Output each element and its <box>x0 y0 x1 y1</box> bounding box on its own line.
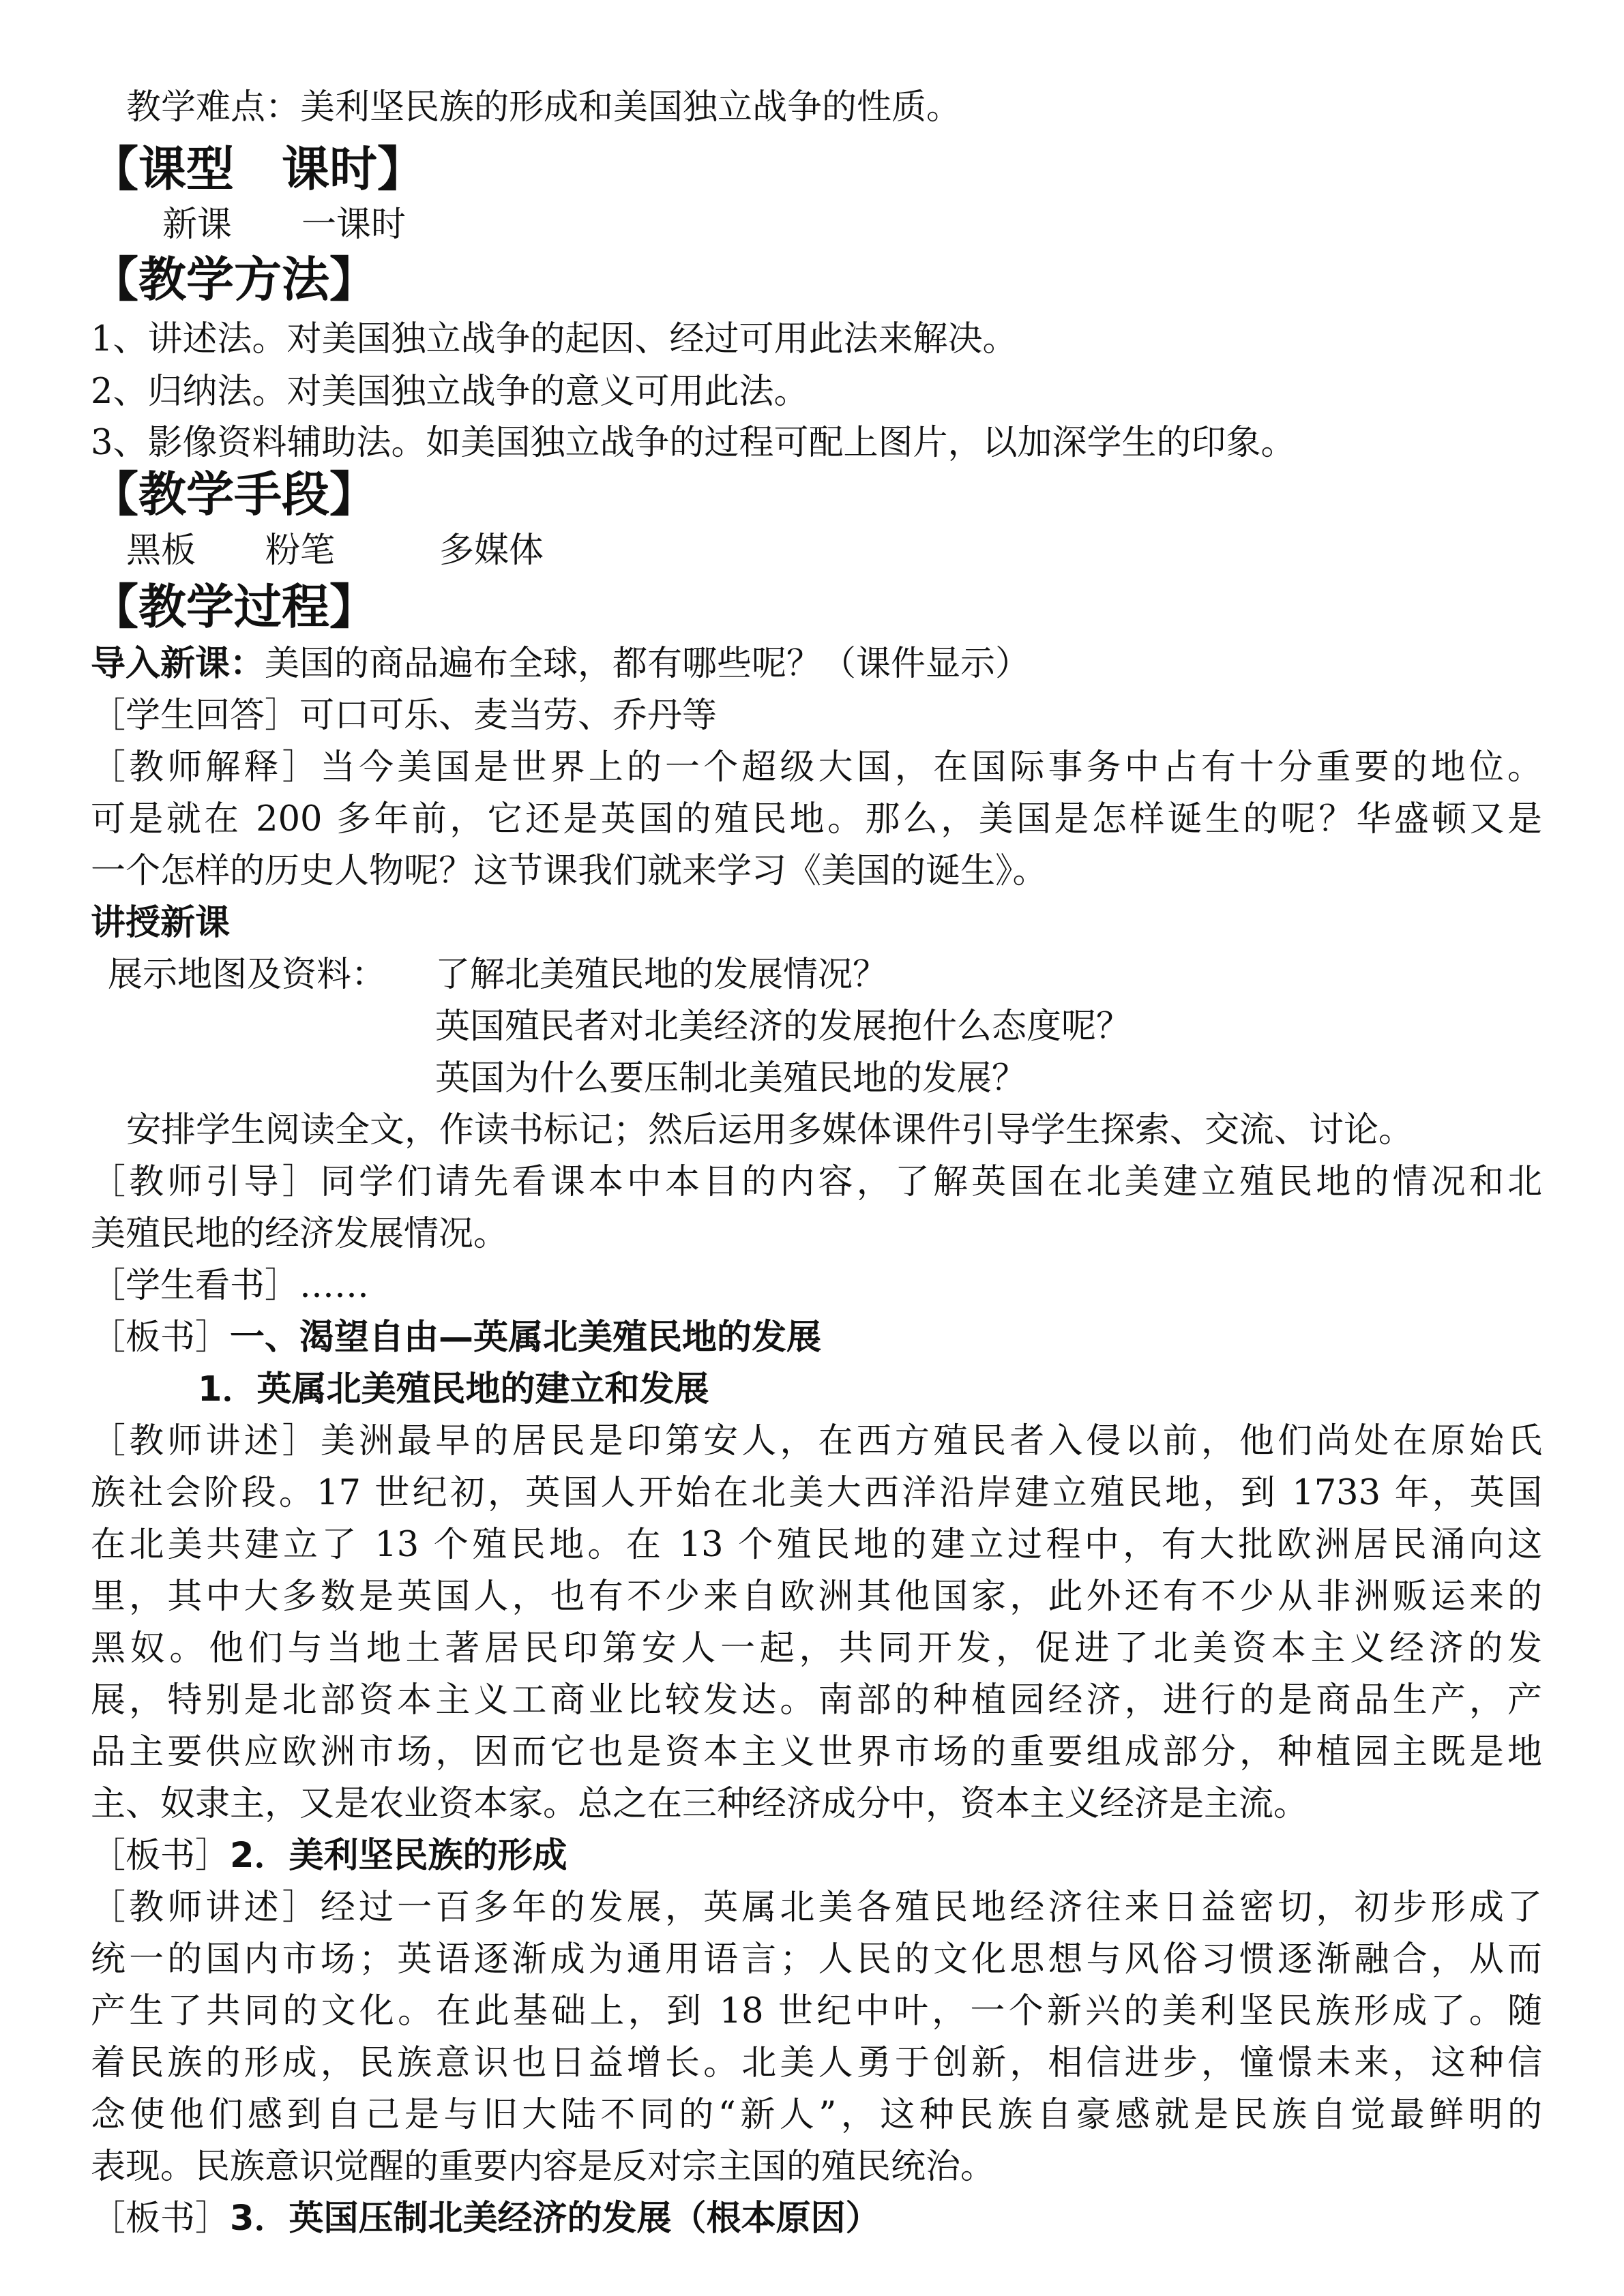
lesson-type-line: 新课 一课时 <box>162 205 407 245</box>
student-reading: ［学生看书］…… <box>91 1266 370 1306</box>
lecture-line: 展，特别是北部资本主义工商业比较发达。南部的种植园经济，进行的是商品生产，产 <box>91 1680 1542 1720</box>
show-materials-label: 展示地图及资料： <box>108 955 387 995</box>
lecture-line: 表现。民族意识觉醒的重要内容是反对宗主国的殖民统治。 <box>91 2147 996 2187</box>
teacher-guide-line: ［教师引导］同学们请先看课本中本目的内容，了解英国在北美建立殖民地的情况和北 <box>91 1162 1542 1202</box>
heading-teaching-means: 【教学手段】 <box>91 466 377 522</box>
board-prefix: ［板书］ <box>91 2198 231 2239</box>
teacher-explain-line: 一个怎样的历史人物呢？这节课我们就来学习《美国的诞生》。 <box>91 851 1048 891</box>
board-title: 2．美利坚民族的形成 <box>230 1836 567 1876</box>
question-item: 英国殖民者对北美经济的发展抱什么态度呢？ <box>435 1007 1132 1047</box>
lecture-line: 黑奴。他们与当地土著居民印第安人一起，共同开发，促进了北美资本主义经济的发 <box>91 1628 1542 1669</box>
board-note-2 <box>91 1836 567 1877</box>
board-prefix: ［板书］ <box>91 1836 231 1876</box>
teacher-explain-line: 可是就在 200 多年前，它还是英国的殖民地。那么，美国是怎样诞生的呢？华盛顿又是 <box>91 799 1542 839</box>
teacher-guide-line: 美殖民地的经济发展情况。 <box>91 1214 509 1254</box>
difficulty-label: 教学难点： <box>126 87 301 128</box>
board-note-1 <box>91 1317 821 1358</box>
heading-lesson-type: 【课型 课时】 <box>91 140 425 197</box>
lecture-line: 品主要供应欧洲市场，因而它也是资本主义世界市场的重要组成部分，种植园主既是地 <box>91 1732 1542 1772</box>
intro-line <box>91 644 1030 685</box>
student-answer: ［学生回答］可口可乐、麦当劳、乔丹等 <box>91 696 718 736</box>
lecture-line: 里，其中大多数是英国人，也有不少来自欧洲其他国家，此外还有不少从非洲贩运来的 <box>91 1577 1542 1617</box>
question-item: 英国为什么要压制北美殖民地的发展？ <box>435 1058 1027 1099</box>
heading-teaching-process: 【教学过程】 <box>91 578 377 635</box>
new-lesson-title: 讲授新课 <box>91 903 231 943</box>
lecture-line: 着民族的形成，民族意识也日益增长。北美人勇于创新，相信进步，憧憬未来，这种信 <box>91 2043 1542 2083</box>
lecture-line: 产生了共同的文化。在此基础上，到 18 世纪中叶，一个新兴的美利坚民族形成了。随 <box>91 1991 1542 2031</box>
intro-label: 导入新课： <box>91 644 265 684</box>
lecture-line: ［教师讲述］经过一百多年的发展，英属北美各殖民地经济往来日益密切，初步形成了 <box>91 1888 1542 1928</box>
board-prefix: ［板书］ <box>91 1317 231 1358</box>
board-title: 一、渴望自由—英属北美殖民地的发展 <box>230 1317 822 1358</box>
heading-teaching-method: 【教学方法】 <box>91 251 377 308</box>
lecture-line: 念使他们感到自己是与旧大陆不同的“新人”，这种民族自豪感就是民族自觉最鲜明的 <box>91 2095 1542 2135</box>
difficulty-line <box>126 87 961 128</box>
method-item: 1、讲述法。对美国独立战争的起因、经过可用此法来解决。 <box>91 319 1018 359</box>
lecture-line: 族社会阶段。17 世纪初，英国人开始在北美大西洋沿岸建立殖民地，到 1733 年，英国 <box>91 1473 1542 1513</box>
method-item: 2、归纳法。对美国独立战争的意义可用此法。 <box>91 372 809 412</box>
lecture-line: 统一的国内市场；英语逐渐成为通用语言；人民的文化思想与风俗习惯逐渐融合，从而 <box>91 1939 1542 1980</box>
lecture-line: 主、奴隶主，又是农业资本家。总之在三种经济成分中，资本主义经济是主流。 <box>91 1784 1309 1824</box>
intro-text: 美国的商品遍布全球，都有哪些呢？（课件显示） <box>265 644 1031 684</box>
lecture-line: 在北美共建立了 13 个殖民地。在 13 个殖民地的建立过程中，有大批欧洲居民涌向这 <box>91 1525 1542 1565</box>
question-item: 了解北美殖民地的发展情况？ <box>435 955 888 995</box>
teacher-explain-line: ［教师解释］当今美国是世界上的一个超级大国，在国际事务中占有十分重要的地位。 <box>91 747 1542 788</box>
arrange-line: 安排学生阅读全文，作读书标记；然后运用多媒体课件引导学生探索、交流、讨论。 <box>126 1110 1414 1150</box>
teaching-means-line: 黑板 粉笔 多媒体 <box>126 531 544 571</box>
difficulty-text: 美利坚民族的形成和美国独立战争的性质。 <box>300 87 962 128</box>
method-item: 3、影像资料辅助法。如美国独立战争的过程可配上图片，以加深学生的印象。 <box>91 423 1296 463</box>
board-note-3 <box>91 2198 881 2239</box>
board-title: 3．英国压制北美经济的发展（根本原因） <box>230 2198 881 2239</box>
lecture-line: ［教师讲述］美洲最早的居民是印第安人，在西方殖民者入侵以前，他们尚处在原始氏 <box>91 1421 1542 1461</box>
board-subtitle-1: 1．英属北美殖民地的建立和发展 <box>198 1369 709 1410</box>
